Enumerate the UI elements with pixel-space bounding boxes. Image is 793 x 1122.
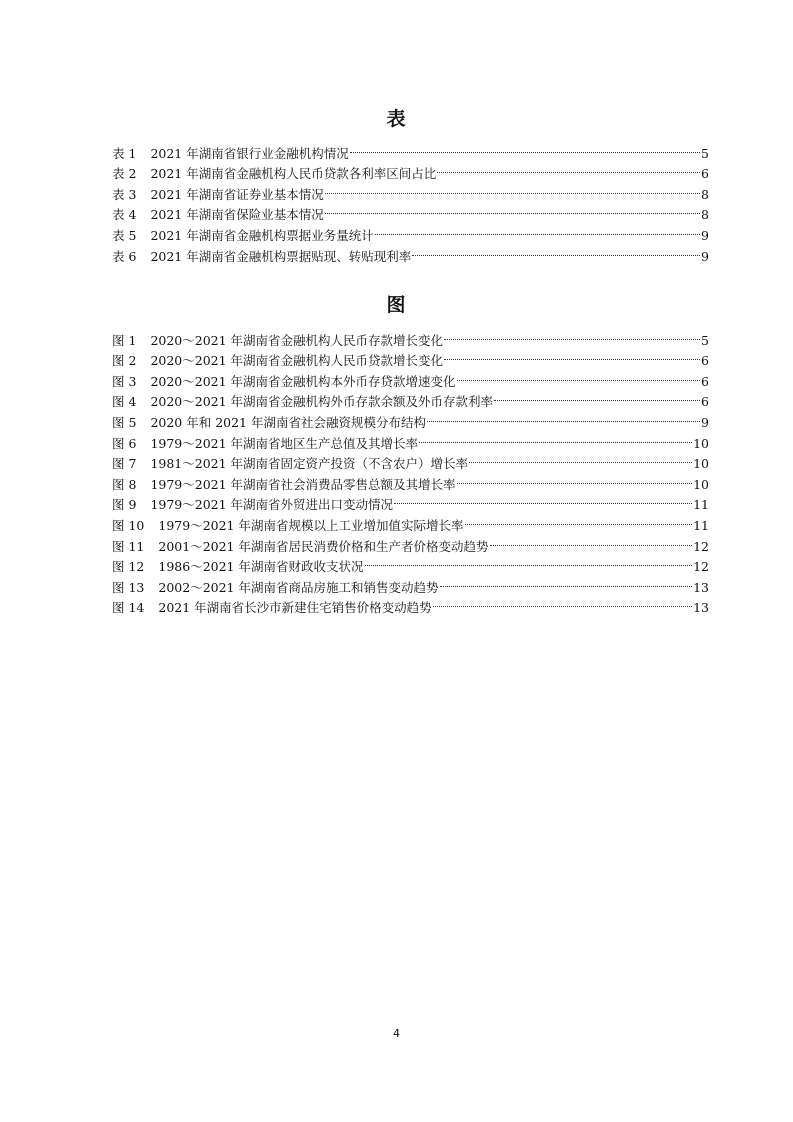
dot-leader xyxy=(419,427,692,448)
entry-page: 9 xyxy=(701,414,709,430)
entry-page: 9 xyxy=(701,248,709,264)
entry-label: 图 7 xyxy=(112,456,137,472)
entry-page: 5 xyxy=(701,145,709,161)
dot-leader xyxy=(444,324,700,345)
entry-label: 图 5 xyxy=(112,414,137,430)
dot-leader xyxy=(457,468,693,489)
entry-title: 1979～2021 年湖南省地区生产总值及其增长率 xyxy=(150,435,419,451)
entry-page: 11 xyxy=(693,497,709,513)
figures-heading: 图 xyxy=(386,294,407,316)
entry-page: 6 xyxy=(701,353,709,369)
entry-title: 2021 年湖南省金融机构人民币贷款各利率区间占比 xyxy=(150,166,437,182)
entry-label: 表 2 xyxy=(112,166,137,182)
entry-page: 9 xyxy=(701,227,709,243)
figure-entry-1[interactable] xyxy=(112,324,709,348)
entry-title: 2020～2021 年湖南省金融机构人民币贷款增长变化 xyxy=(150,353,444,369)
entry-label: 表 4 xyxy=(112,207,137,223)
entry-label: 图 11 xyxy=(112,538,145,554)
dot-leader xyxy=(494,386,700,407)
entry-title: 2021 年湖南省金融机构票据贴现、转贴现利率 xyxy=(150,248,412,264)
entry-page: 10 xyxy=(693,456,709,472)
page-number: 4 xyxy=(393,1027,400,1040)
entry-page: 8 xyxy=(701,186,709,202)
entry-title: 1979～2021 年湖南省社会消费品零售总额及其增长率 xyxy=(150,476,456,492)
dot-leader xyxy=(469,448,692,469)
entry-label: 图 12 xyxy=(112,559,145,575)
entry-page: 13 xyxy=(693,579,709,595)
entry-page: 10 xyxy=(693,435,709,451)
entry-label: 表 1 xyxy=(112,145,137,161)
entry-page: 12 xyxy=(693,538,709,554)
entry-title: 1981～2021 年湖南省固定资产投资（不含农户）增长率 xyxy=(150,456,469,472)
entry-page: 6 xyxy=(701,166,709,182)
entry-title: 2021 年湖南省金融机构票据业务量统计 xyxy=(150,227,374,243)
entry-label: 图 14 xyxy=(112,600,145,616)
figures-list xyxy=(112,324,709,616)
dot-leader xyxy=(412,240,700,261)
entry-label: 表 3 xyxy=(112,186,137,202)
dot-leader xyxy=(490,530,693,551)
dot-leader xyxy=(394,489,692,510)
entry-page: 12 xyxy=(693,559,709,575)
entry-title: 2021 年湖南省证券业基本情况 xyxy=(150,186,324,202)
dot-leader xyxy=(365,551,693,572)
entry-title: 2021 年湖南省银行业金融机构情况 xyxy=(150,145,349,161)
entry-title: 2021 年湖南省长沙市新建住宅销售价格变动趋势 xyxy=(158,600,432,616)
entry-title: 1979～2021 年湖南省外贸进出口变动情况 xyxy=(150,497,394,513)
dot-leader xyxy=(325,199,700,220)
entry-label: 图 4 xyxy=(112,394,137,410)
entry-label: 图 10 xyxy=(112,517,145,533)
dot-leader xyxy=(350,137,700,158)
tables-heading: 表 xyxy=(386,108,407,130)
dot-leader xyxy=(437,158,700,179)
entry-page: 6 xyxy=(701,394,709,410)
dot-leader xyxy=(427,406,700,427)
dot-leader xyxy=(465,509,693,530)
entry-title: 1986～2021 年湖南省财政收支状况 xyxy=(158,559,364,575)
entry-title: 2020 年和 2021 年湖南省社会融资规模分布结构 xyxy=(150,414,426,430)
entry-page: 13 xyxy=(693,600,709,616)
dot-leader xyxy=(457,365,701,386)
entry-title: 2002～2021 年湖南省商品房施工和销售变动趋势 xyxy=(158,579,439,595)
entry-page: 10 xyxy=(693,476,709,492)
entry-title: 1979～2021 年湖南省规模以上工业增加值实际增长率 xyxy=(158,517,464,533)
entry-page: 6 xyxy=(701,373,709,389)
entry-label: 图 9 xyxy=(112,497,137,513)
entry-label: 表 6 xyxy=(112,248,137,264)
entry-label: 图 2 xyxy=(112,353,137,369)
entry-label: 表 5 xyxy=(112,227,137,243)
entry-label: 图 6 xyxy=(112,435,137,451)
entry-page: 5 xyxy=(701,332,709,348)
table-entry-1[interactable] xyxy=(112,137,709,161)
tables-list xyxy=(112,137,709,264)
entry-label: 图 3 xyxy=(112,373,137,389)
entry-page: 8 xyxy=(701,207,709,223)
dot-leader xyxy=(375,219,700,240)
dot-leader xyxy=(444,345,700,366)
entry-page: 11 xyxy=(693,517,709,533)
entry-label: 图 1 xyxy=(112,332,137,348)
entry-title: 2001～2021 年湖南省居民消费价格和生产者价格变动趋势 xyxy=(158,538,489,554)
dot-leader xyxy=(440,571,693,592)
entry-title: 2021 年湖南省保险业基本情况 xyxy=(150,207,324,223)
entry-title: 2020～2021 年湖南省金融机构本外币存贷款增速变化 xyxy=(150,373,456,389)
entry-title: 2020～2021 年湖南省金融机构人民币存款增长变化 xyxy=(150,332,444,348)
entry-label: 图 13 xyxy=(112,579,145,595)
entry-title: 2020～2021 年湖南省金融机构外币存款余额及外币存款利率 xyxy=(150,394,494,410)
entry-label: 图 8 xyxy=(112,476,137,492)
dot-leader xyxy=(325,178,700,199)
dot-leader xyxy=(433,592,692,613)
